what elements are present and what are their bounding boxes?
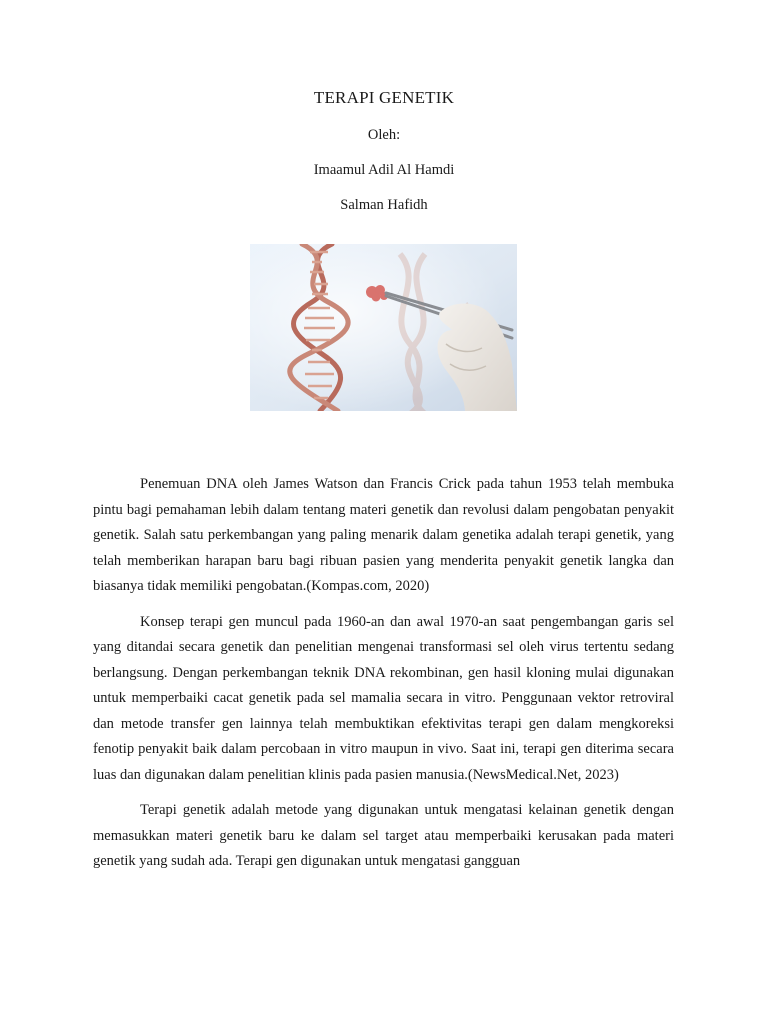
paragraph: Terapi genetik adalah metode yang digunakan untuk mengatasi kelainan genetik dengan memasukkan materi genetik baru ke dalam sel target atau memperbaiki kerusakan pada materi genetik yang sudah ada. Terapi gen digunakan untuk mengatasi gangguan — [93, 802, 674, 869]
document-title: TERAPI GENETIK — [313, 88, 455, 107]
document-body — [93, 472, 674, 885]
paragraph: Penemuan DNA oleh James Watson dan Francis Crick pada tahun 1953 telah membuka pintu bagi pemahaman lebih dalam tentang materi genetik dan revolusi dalam pengobatan penyakit genetik. Salah satu perkembangan yang paling menarik dalam genetika adalah terapi genetik, yang telah memberikan harapan baru bagi ribuan pasien yang menderita penyakit genetik langka dan biasanya tidak memiliki pengobatan.(Kompas.com, 2020) — [93, 476, 674, 594]
author-name: Imaamul Adil Al Hamdi — [313, 162, 455, 178]
byline-label: Oleh: — [367, 127, 401, 143]
dna-helix-tweezers-image — [250, 244, 517, 411]
paragraph: Konsep terapi gen muncul pada 1960-an dan awal 1970-an saat pengembangan garis sel yang ditandai secara genetik dan penelitian mengenai transformasi sel oleh virus tertentu sedang berlangsung. Dengan perkembangan teknik DNA rekombinan, gen hasil kloning mulai digunakan untuk memperbaiki cacat genetik pada sel mamalia secara in vitro. Penggunaan vektor retroviral dan metode transfer gen lainnya telah membuktikan efektivitas terapi gen dalam mengkoreksi fenotip penyakit baik dalam percobaan in vitro maupun in vivo. Saat ini, terapi gen diterima secara luas dan digunakan dalam penelitian klinis pada pasien manusia.(NewsMedical.Net, 2023) — [93, 613, 674, 783]
author-name: Salman Hafidh — [340, 197, 428, 213]
